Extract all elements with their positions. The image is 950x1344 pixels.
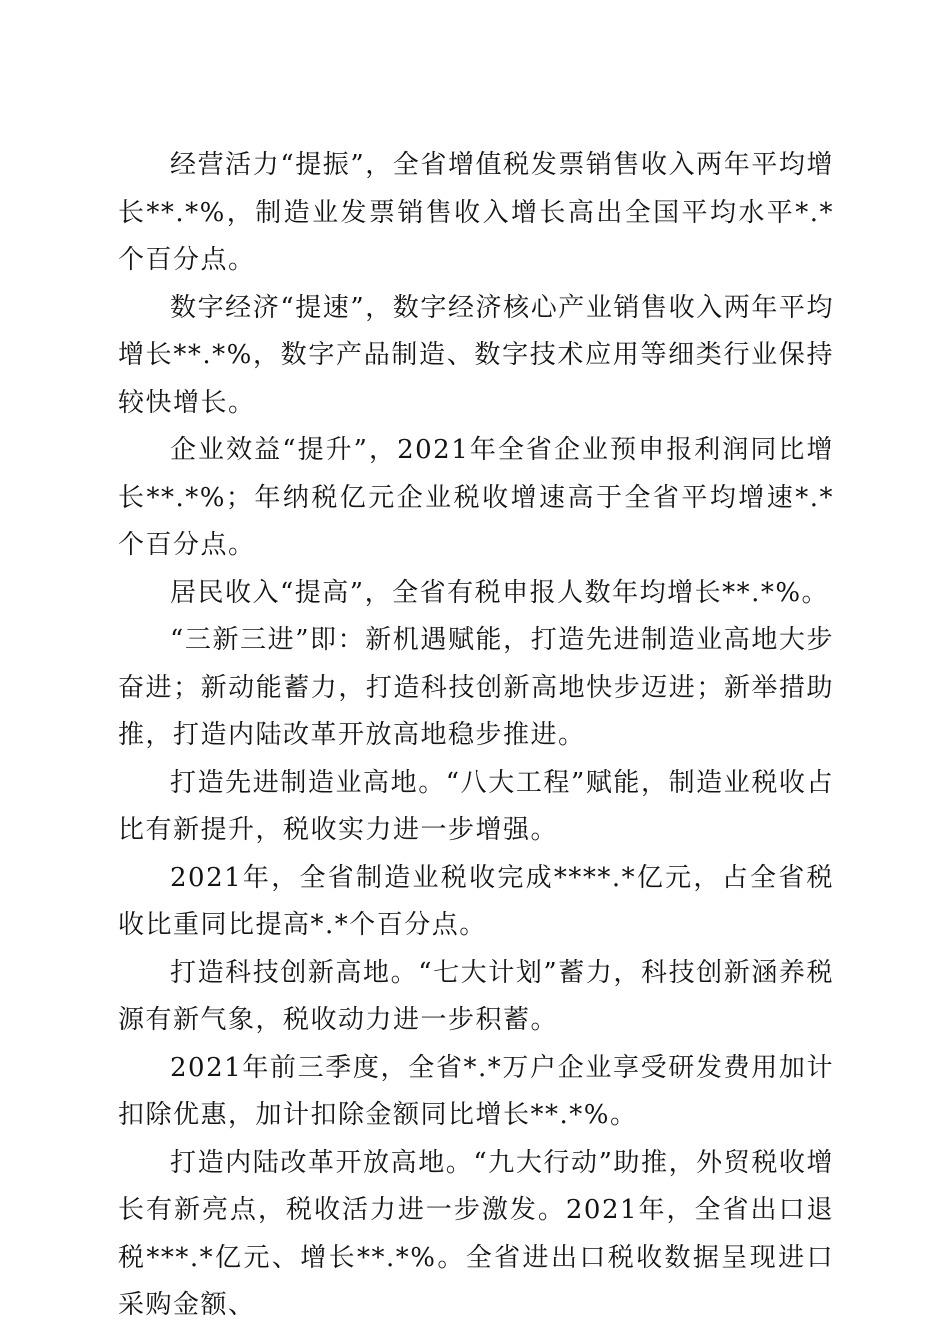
paragraph-advanced-manufacturing: 打造先进制造业高地。“八大工程”赋能，制造业税收占比有新提升，税收实力进一步增强。	[118, 767, 834, 845]
paragraph-enterprise-profit: 企业效益“提升”，2021年全省企业预申报利润同比增长**.*%；年纳税亿元企业税收增速高于全省平均增速*.*个百分点。	[118, 435, 834, 560]
paragraph-rd-deduction: 2021年前三季度，全省*.*万户企业享受研发费用加计扣除优惠，加计扣除金额同比增长**.*%。	[118, 1052, 834, 1130]
paragraph-inland-reform-opening: 打造内陆改革开放高地。“九大行动”助推，外贸税收增长有新亮点，税收活力进一步激发。2021年，全省出口退税***.*亿元、增长**.*%。全省进出口税收数据呈现进口采购金额、	[118, 1147, 834, 1320]
paragraph-digital-economy: 数字经济“提速”，数字经济核心产业销售收入两年平均增长**.*%，数字产品制造、数字技术应用等细类行业保持较快增长。	[118, 292, 834, 418]
paragraph-business-vitality: 经营活力“提振”，全省增值税发票销售收入两年平均增长**.*%，制造业发票销售收入增长高出全国平均水平*.*个百分点。	[118, 150, 834, 275]
paragraph-resident-income: 居民收入“提高”，全省有税申报人数年均增长**.*%。	[170, 577, 830, 608]
paragraph-manufacturing-tax: 2021年，全省制造业税收完成****.*亿元，占全省税收比重同比提高*.*个百分点。	[118, 862, 834, 940]
paragraph-three-new-three-advances: “三新三进”即：新机遇赋能，打造先进制造业高地大步奋进；新动能蓄力，打造科技创新高地快步迈进；新举措助推，打造内陆改革开放高地稳步推进。	[118, 625, 834, 750]
paragraph-tech-innovation: 打造科技创新高地。“七大计划”蓄力，科技创新涵养税源有新气象，税收动力进一步积蓄。	[118, 957, 834, 1035]
document-body	[118, 142, 834, 1330]
